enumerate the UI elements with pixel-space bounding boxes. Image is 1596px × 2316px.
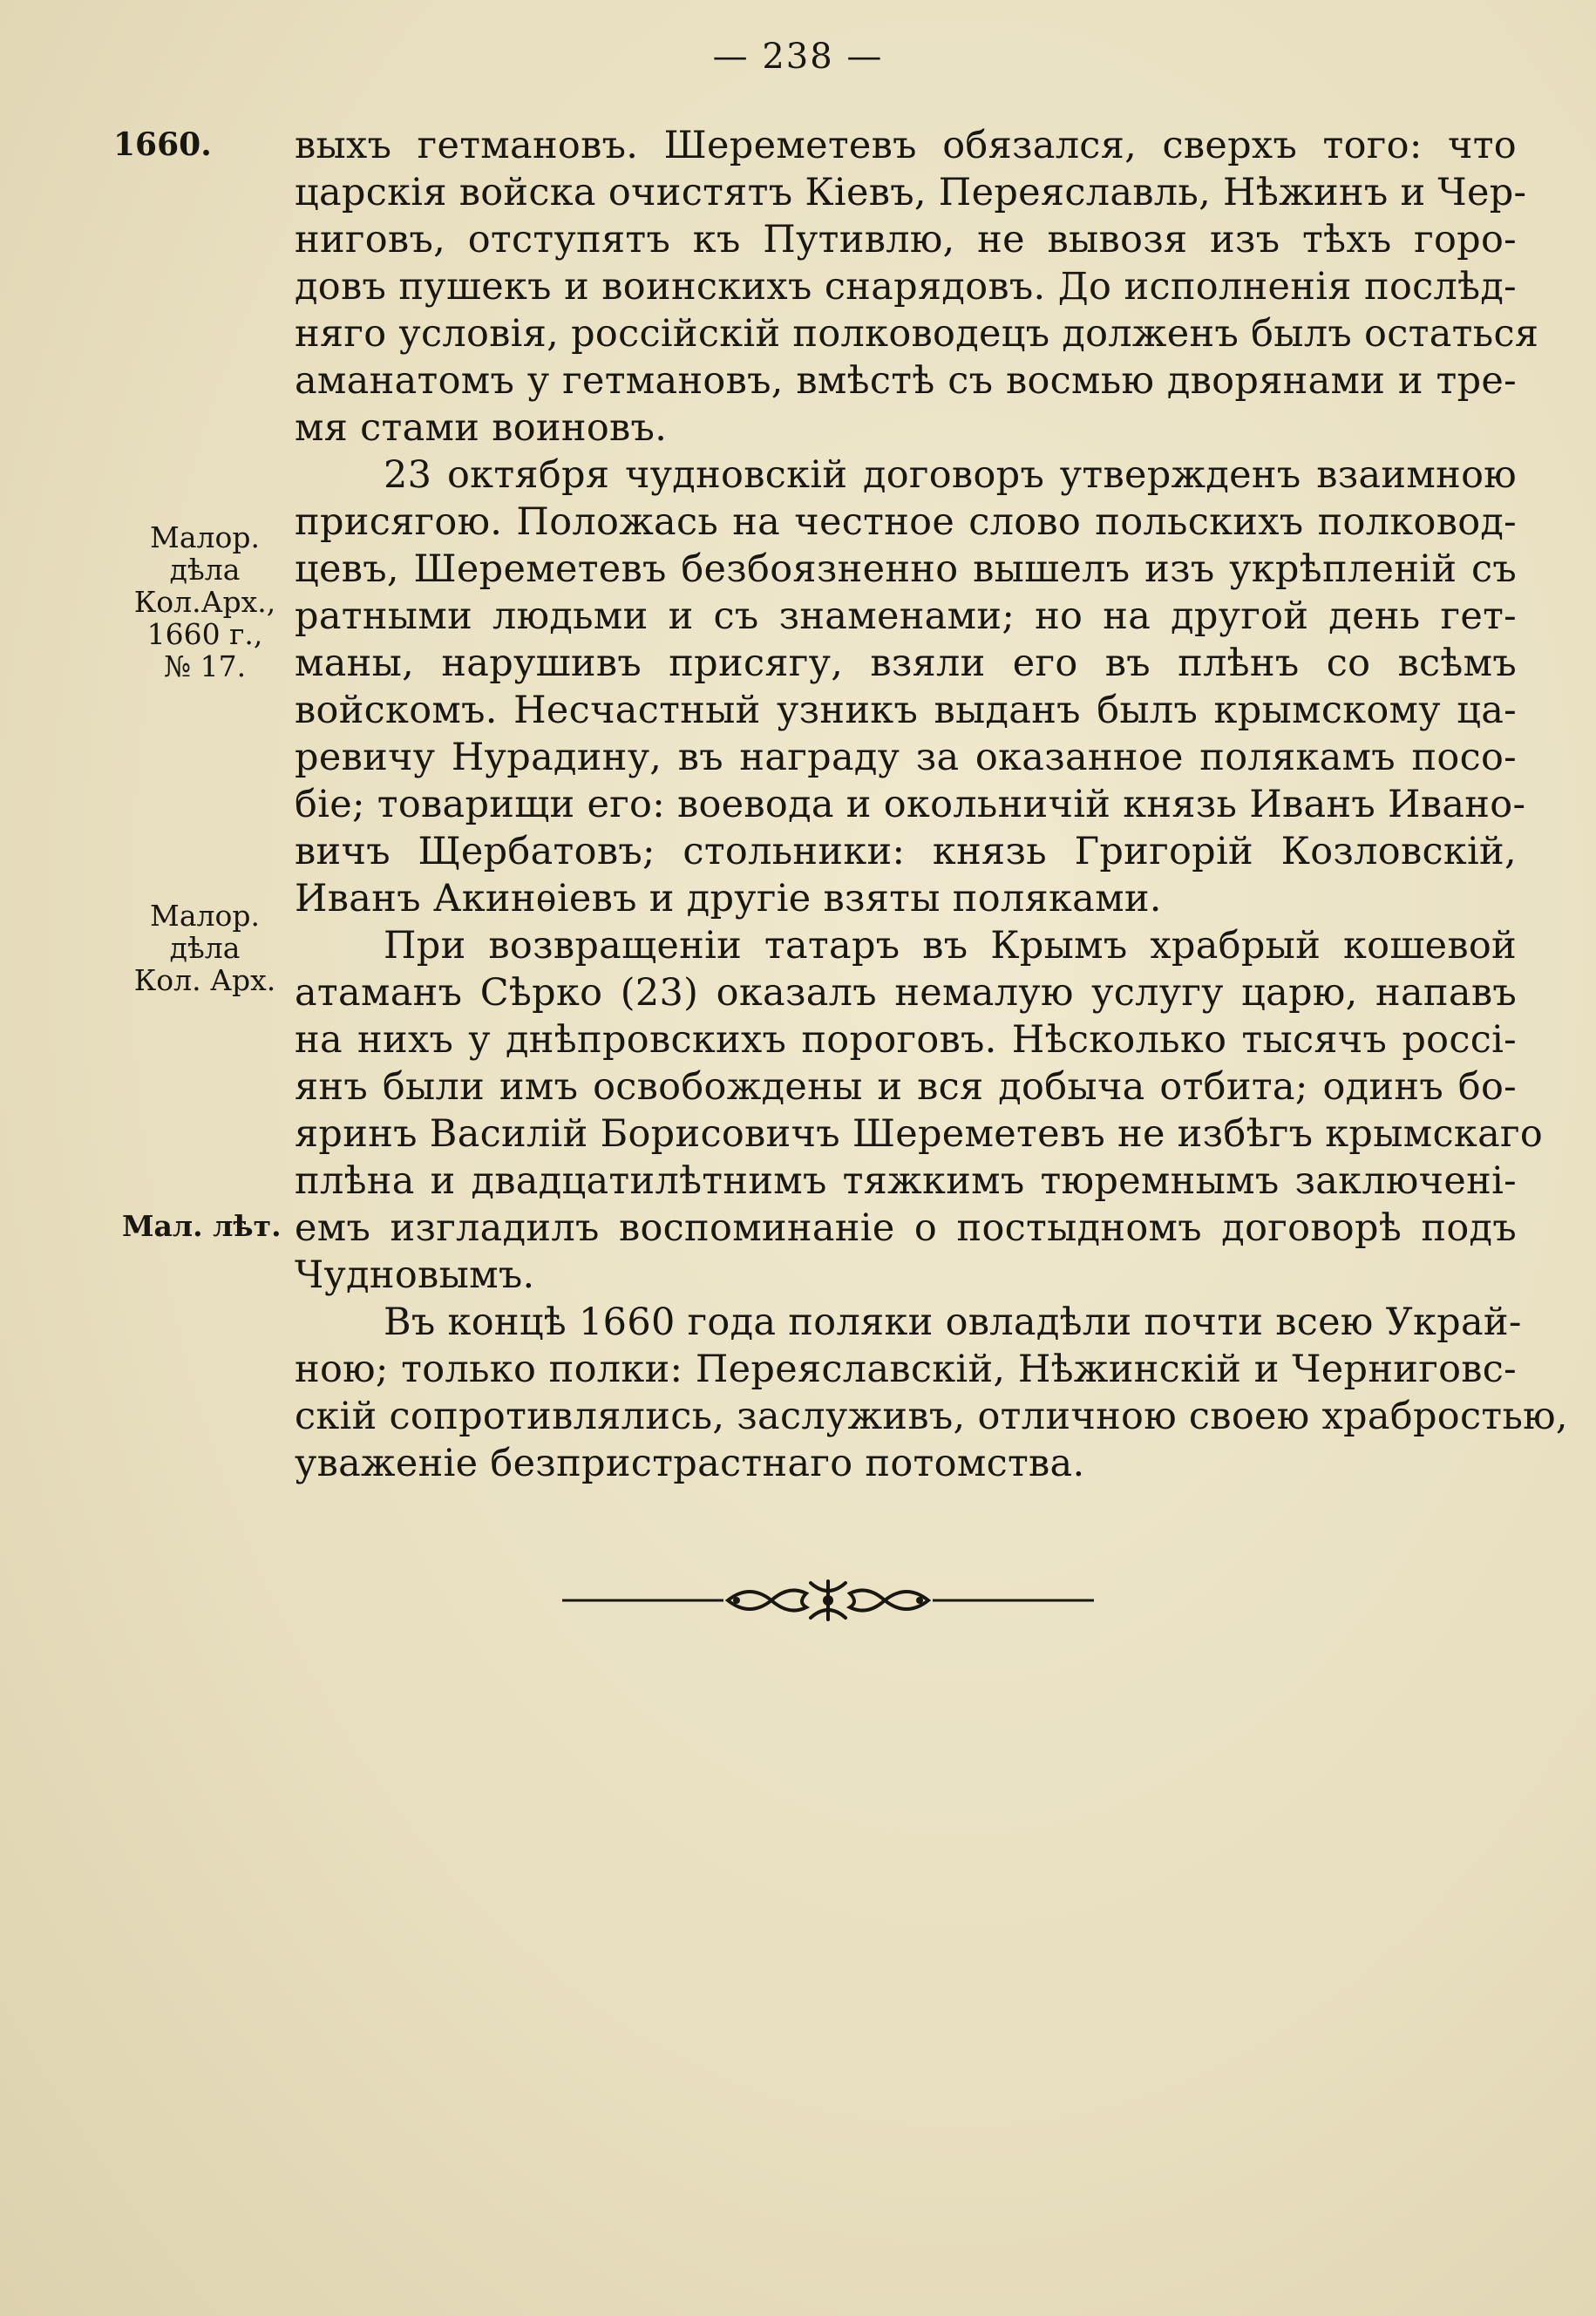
text-line: біе; товарищи его: воевода и окольничій князь Иванъ Ивано- [295,783,1526,826]
text-line: янъ были имъ освобождены и вся добыча отбита; одинъ бо- [295,1065,1517,1109]
margin-note-chronicle: Мал. лѣт. [122,1209,282,1243]
text-line: аманатомъ у гетмановъ, вмѣстѣ съ восмью дворянами и тре- [295,359,1517,403]
ornament-divider-icon [562,1574,1094,1627]
text-line: маны, нарушивъ присягу, взяли его въ плѣнъ со всѣмъ [295,642,1517,685]
text-line: ревичу Нурадину, въ награду за оказанное полякамъ посо- [295,736,1517,779]
margin-note-line: 1660 г., [146,617,263,651]
text-line: царскія войска очистятъ Кіевъ, Переяславль, Нѣжинъ и Чер- [295,171,1527,214]
text-line: атаманъ Сѣрко (23) оказалъ немалую услугу царю, напавъ [295,971,1517,1015]
margin-note-line: дѣла [169,553,241,587]
margin-note-archive-1 [113,521,296,683]
margin-note-line: Кол.Арх., [133,585,276,619]
margin-note-line: Малор. [150,899,260,933]
margin-note-archive-2 [113,900,296,996]
text-line: Въ концѣ 1660 года поляки овладѣли почти всею Украй- [384,1301,1522,1344]
text-line: емъ изгладилъ воспоминаніе о постыдномъ договорѣ подъ [295,1206,1517,1250]
margin-note-line: дѣла [169,931,241,965]
text-line: При возвращеніи татаръ въ Крымъ храбрый кошевой [384,924,1517,968]
text-line: цевъ, Шереметевъ безбоязненно вышелъ изъ укрѣпленій съ [295,547,1517,591]
text-line: яринъ Василій Борисовичъ Шереметевъ не избѣгъ крымскаго [295,1112,1544,1156]
text-line: ниговъ, отступятъ къ Путивлю, не вывозя изъ тѣхъ горо- [295,218,1517,261]
text-line: на нихъ у днѣпровскихъ пороговъ. Нѣсколько тысячъ россі- [295,1018,1517,1062]
text-line: присягою. Положась на честное слово польскихъ полковод- [295,500,1517,544]
text-line: вичъ Щербатовъ; стольники: князь Григорій Козловскій, [295,830,1517,873]
text-line: ратными людьми и съ знаменами; но на другой день гет- [295,594,1517,638]
text-line: 23 октября чудновскій договоръ утвержденъ взаимною [384,453,1517,497]
margin-note-line: Кол. Арх. [133,963,276,997]
margin-note-line: Малор. [150,520,260,554]
text-line: войскомъ. Несчастный узникъ выданъ былъ крымскому ца- [295,689,1517,732]
text-line: довъ пушекъ и воинскихъ снарядовъ. До исполненія послѣд- [295,265,1517,309]
text-line: мя стами воиновъ. [295,406,668,450]
text-line: няго условія, россійскій полководецъ долженъ былъ остаться [295,312,1539,356]
text-line: плѣна и двадцатилѣтнимъ тяжкимъ тюремнымъ заключені- [295,1159,1517,1203]
text-line: скій сопротивлялись, заслуживъ, отличною своею храбростью, [295,1395,1568,1438]
margin-year: 1660. [113,126,212,163]
text-line: выхъ гетмановъ. Шереметевъ обязался, сверхъ того: что [295,124,1517,167]
text-line: Иванъ Акинѳіевъ и другіе взяты поляками. [295,877,1162,920]
text-line: Чудновымъ. [295,1253,535,1297]
text-line: уваженіе безпристрастнаго потомства. [295,1442,1085,1485]
margin-note-line: № 17. [163,649,247,683]
text-line: ною; только полки: Переяславскій, Нѣжинскій и Черниговс- [295,1348,1517,1391]
page-number: — 238 — [712,37,884,77]
